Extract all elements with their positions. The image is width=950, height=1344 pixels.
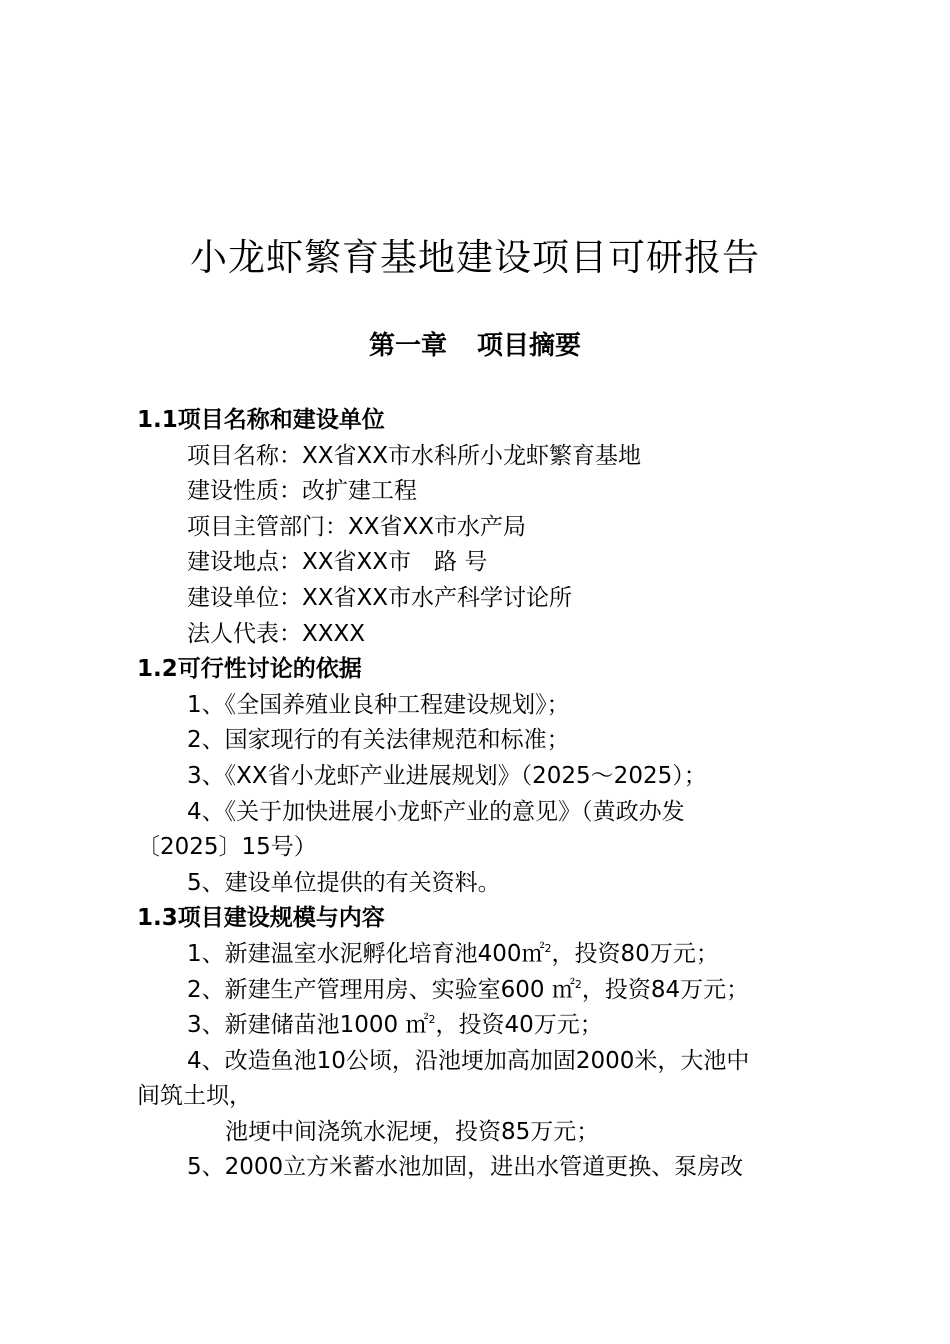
document-title: 小龙虾繁育基地建设项目可研报告 — [190, 236, 760, 279]
scope-item-3-superscript: 2 — [428, 1013, 436, 1027]
scope-item-3-tail: ，投资40万元； — [435, 1012, 603, 1039]
document-body — [137, 403, 817, 1186]
legal-representative-line: 法人代表：XXXX — [187, 620, 366, 647]
scope-item-4: 4、改造鱼池10公顷，沿池埂加高加固2000米，大池中 — [187, 1047, 750, 1074]
scope-item-2-superscript: 2 — [574, 977, 582, 991]
scope-item-1-tail: ，投资80万元； — [551, 940, 719, 967]
scope-item-4-continuation: 池埂中间浇筑水泥埂，投资85万元； — [225, 1118, 600, 1145]
section-heading-1-3: 1.3项目建设规模与内容 — [137, 905, 385, 932]
scope-item-2 — [137, 973, 817, 1009]
construction-location-line: 建设地点：XX省XX市 路 号 — [187, 549, 488, 576]
section-heading-1-1: 1.1项目名称和建设单位 — [137, 407, 385, 433]
chapter-title — [0, 327, 950, 365]
section-heading-1-2: 1.2可行性讨论的依据 — [137, 656, 362, 683]
scope-item-3 — [137, 1008, 817, 1044]
basis-item: 2、国家现行的有关法律规范和标准； — [187, 727, 570, 754]
basis-item: 3、《XX省小龙虾产业进展规划》（2025～2025）； — [187, 762, 707, 789]
competent-authority-line: 项目主管部门：XX省XX市水产局 — [187, 513, 527, 540]
scope-item-1-superscript: 2 — [544, 941, 552, 955]
chapter-number: 第一章 — [368, 331, 447, 361]
chapter-name: 项目摘要 — [477, 331, 582, 361]
scope-item-2-tail: ，投资84万元； — [581, 976, 750, 1003]
scope-item-1 — [137, 937, 817, 973]
construction-nature-line: 建设性质：改扩建工程 — [187, 478, 417, 505]
basis-item: 4、《关于加快进展小龙虾产业的意见》（黄政办发 — [187, 798, 685, 825]
scope-item-2-text: 2、新建生产管理用房、实验室600 ㎡ — [187, 976, 575, 1003]
basis-item: 1、《全国养殖业良种工程建设规划》； — [187, 691, 570, 718]
scope-item-5: 5、2000立方米蓄水池加固，进出水管道更换、泵房改 — [187, 1154, 744, 1181]
scope-item-3-text: 3、新建储苗池1000 ㎡ — [187, 1012, 429, 1039]
scope-item-4-continuation: 间筑土坝， — [137, 1083, 252, 1110]
scope-item-1-text: 1、新建温室水泥孵化培育池400㎡ — [187, 940, 545, 967]
project-name-line: 项目名称：XX省XX市水科所小龙虾繁育基地 — [187, 442, 642, 469]
basis-item-continuation: 〔2025〕15号） — [137, 834, 317, 861]
construction-unit-line: 建设单位：XX省XX市水产科学讨论所 — [187, 584, 573, 611]
basis-item: 5、建设单位提供的有关资料。 — [187, 869, 501, 896]
